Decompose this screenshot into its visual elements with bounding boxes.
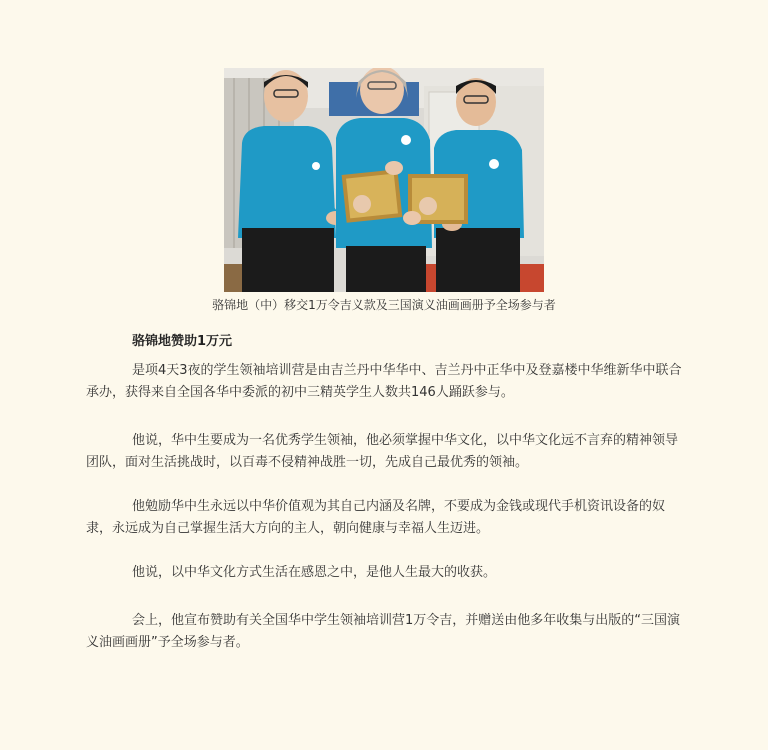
news-photo <box>224 68 544 292</box>
photo-caption: 骆锦地（中）移交1万令吉义款及三国演义油画画册予全场参与者 <box>212 298 556 312</box>
paragraph: 是项4天3夜的学生领袖培训营是由吉兰丹中华华中、吉兰丹中正华中及登嘉楼中华维新华中联合承办，获得来自全国各华中委派的初中三精英学生人数共146人踊跃参与。 <box>86 363 682 400</box>
paragraph: 他勉励华中生永远以中华价值观为其自己内涵及名牌，不要成为金钱或现代手机资讯设备的奴隶，永远成为自己掌握生活大方向的主人，朝向健康与幸福人生迈进。 <box>86 499 666 536</box>
section-title: 骆锦地赞助1万元 <box>132 334 233 349</box>
paragraph: 他说，以中华文化方式生活在感恩之中，是他人生最大的收获。 <box>132 565 497 580</box>
paragraph: 他说，华中生要成为一名优秀学生领袖，他必须掌握中华文化，以中华文化远不言弃的精神领导团队，面对生活挑战时，以百毒不侵精神战胜一切，先成自己最优秀的领袖。 <box>86 433 679 470</box>
paragraph: 会上，他宣布赞助有关全国华中学生领袖培训营1万令吉，并赠送由他多年收集与出版的“三国演义油画画册”予全场参与者。 <box>86 613 681 650</box>
